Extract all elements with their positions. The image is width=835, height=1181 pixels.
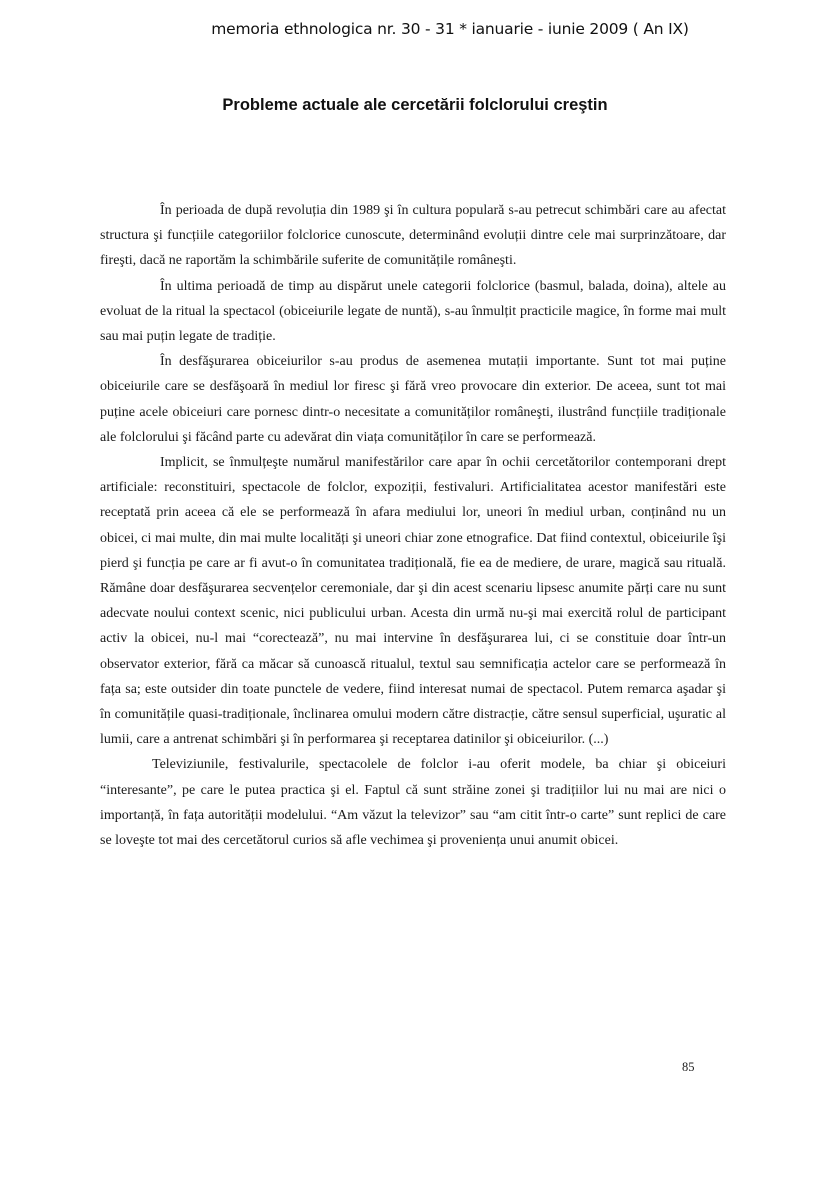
paragraph: În ultima perioadă de timp au dispărut unele categorii folclorice (basmul, balada, doina), altele au evoluat de la ritual la spectacol (obiceiurile legate de nuntă), s-au înmulțit practicile magice, în forme mai mult sau mai puțin legate de tradiție. xyxy=(100,278,726,345)
paragraph: Televiziunile, festivalurile, spectacolele de folclor i-au oferit modele, ba chiar şi obiceiuri “interesante”, pe care le putea practica şi el. Faptul că sunt străine zonei şi tradițiilor lui nu mai are nici o importanță, în fața autorității modelului. “Am văzut la televizor” sau “am citit într-o carte” sunt replici de care se loveşte tot mai des cercetătorul curios să afle vechimea şi proveniența unui anumit obicei. xyxy=(100,757,726,849)
article-body xyxy=(100,198,726,853)
page-number: 85 xyxy=(682,1060,695,1074)
paragraph: În perioada de după revoluția din 1989 şi în cultura populară s-au petrecut schimbări care au afectat structura şi funcțiile categoriilor folclorice cunoscute, determinând evoluții dintre cele mai surprinzătoare, dar fireşti, dacă ne raportăm la schimbările suferite de comunitățile româneşti. xyxy=(100,203,726,269)
running-header: memoria ethnologica nr. 30 - 31 * ianuarie - iunie 2009 ( An IX) xyxy=(211,20,689,38)
paragraph: Implicit, se înmulțeşte numărul manifestărilor care apar în ochii cercetătorilor contemporani drept artificiale: reconstituiri, spectacole de folclor, expoziții, festivaluri. Artificialitatea acestor manifestări este receptată prin aceea că ele se performează în afara mediului lor, uneori în mediul urban, conținând nu un obicei, ci mai multe, din mai multe localități şi uneori chiar zone etnografice. Dat fiind contextul, obiceiurile îşi pierd şi funcția pe care ar fi avut-o în comunitatea tradițională, fie ea de mediere, de urare, magică sau rituală. Rămâne doar desfăşurarea secvențelor ceremoniale, dar şi din acest scenariu lipsesc anumite părți care nu sunt adecvate noului context scenic, nici publicului urban. Acesta din urmă nu-şi mai exercită rolul de participant activ la obicei, nu-l mai “corectează”, nu mai intervine în desfăşurarea lui, ci se constituie doar într-un observator exterior, fără ca măcar să cunoască ritualul, textul sau semnificația actelor care se performează în fața sa; este outsider din toate punctele de vedere, fiind interesat numai de spectacol. Putem remarca aşadar şi în comunitățile quasi-tradiționale, înclinarea omului modern către distracție, către sensul superficial, uşuratic al lumii, care a antrenat schimbări şi în performarea şi receptarea datinilor şi obiceiurilor. (...) xyxy=(100,455,726,748)
paragraph: În desfăşurarea obiceiurilor s-au produs de asemenea mutații importante. Sunt tot mai puține obiceiurile care se desfăşoară în mediul lor firesc şi fără vreo provocare din exterior. De aceea, sunt tot mai puține acele obiceiuri care pornesc dintr-o necesitate a comunităților româneşti, ilustrând funcțiile tradiționale ale folclorului şi făcând parte cu adevărat din viața comunităților în care se performează. xyxy=(100,354,726,445)
article-title: Probleme actuale ale cercetării folclorului creştin xyxy=(222,96,608,114)
